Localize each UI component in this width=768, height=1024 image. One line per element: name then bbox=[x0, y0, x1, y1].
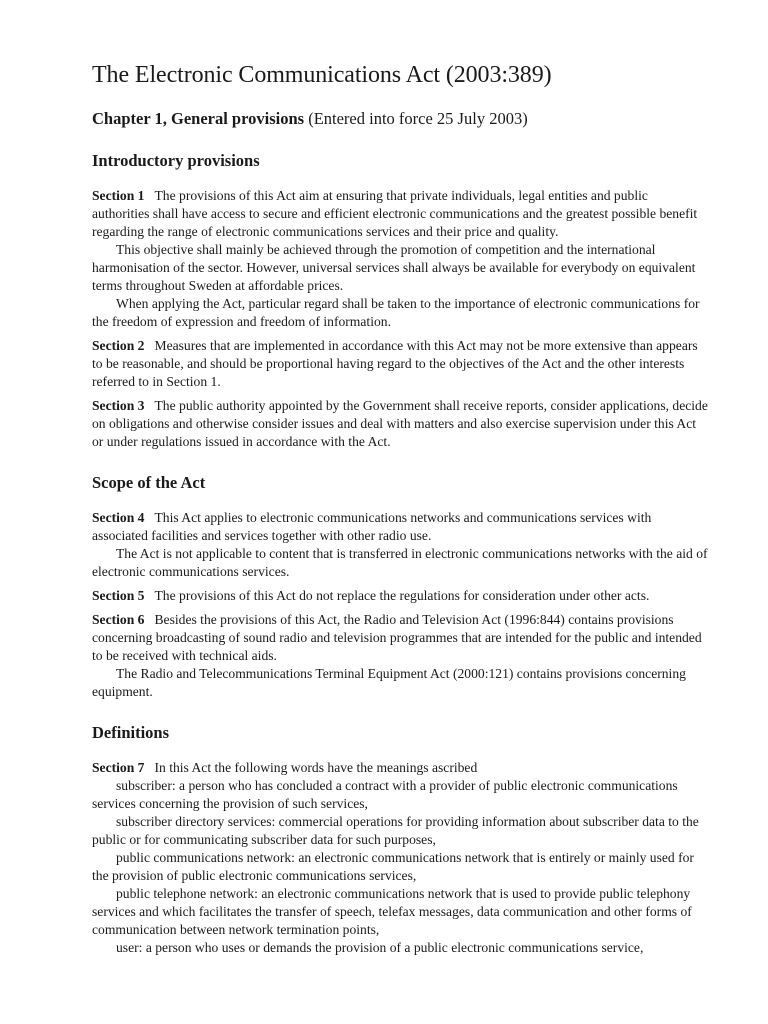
chapter-heading bbox=[92, 109, 708, 129]
section-paragraph: When applying the Act, particular regard shall be taken to the importance of electronic communications for the freedom of expression and freedom of information. bbox=[92, 296, 700, 329]
section-text: Besides the provisions of this Act, the Radio and Television Act (1996:844) contains provisions concerning broadcasting of sound radio and television programmes that are intended for the public and intended to be received with technical aids. bbox=[92, 612, 702, 663]
document-title: The Electronic Communications Act (2003:389) bbox=[92, 62, 552, 88]
section-text: The provisions of this Act do not replace the regulations for consideration under other acts. bbox=[154, 588, 650, 603]
section-3 bbox=[92, 397, 708, 451]
section-7 bbox=[92, 759, 708, 957]
chapter-label: Chapter 1, General provisions bbox=[92, 109, 305, 128]
section-label: Section 4 bbox=[92, 510, 145, 525]
heading-definitions: Definitions bbox=[92, 723, 170, 742]
section-paragraph: The Radio and Telecommunications Terminal Equipment Act (2000:121) contains provisions concerning equipment. bbox=[92, 666, 686, 699]
section-text: In this Act the following words have the meanings ascribed bbox=[154, 760, 478, 775]
section-text: The provisions of this Act aim at ensuring that private individuals, legal entities and public authorities shall have access to secure and efficient electronic communications and the greatest possible benefit regarding the range of electronic communications services and their price and quality. bbox=[92, 188, 698, 239]
definition-item: public telephone network: an electronic communications network that is used to provide public telephony services and which facilitates the transfer of speech, telefax messages, data communication and other forms of communication between network termination points, bbox=[92, 886, 692, 937]
heading-introductory-provisions: Introductory provisions bbox=[92, 151, 260, 170]
section-5 bbox=[92, 587, 708, 605]
heading-scope: Scope of the Act bbox=[92, 473, 206, 492]
section-text: The public authority appointed by the Government shall receive reports, consider applications, decide on obligations and otherwise consider issues and deal with matters and also exercise supervision under this Act or under regulations issued in accordance with the Act. bbox=[92, 398, 708, 449]
section-text: Measures that are implemented in accordance with this Act may not be more extensive than appears to be reasonable, and should be proportional having regard to the objectives of the Act and the other interests referred to in Section 1. bbox=[92, 338, 698, 389]
definition-item: user: a person who uses or demands the provision of a public electronic communications service, bbox=[116, 940, 644, 955]
section-label: Section 2 bbox=[92, 338, 145, 353]
section-label: Section 7 bbox=[92, 760, 145, 775]
section-label: Section 1 bbox=[92, 188, 145, 203]
section-1 bbox=[92, 187, 708, 331]
section-paragraph: This objective shall mainly be achieved through the promotion of competition and the international harmonisation of the sector. However, universal services shall always be available for everybody on equivalent terms throughout Sweden at affordable prices. bbox=[92, 242, 696, 293]
chapter-note: (Entered into force 25 July 2003) bbox=[308, 109, 528, 128]
section-2 bbox=[92, 337, 708, 391]
section-label: Section 3 bbox=[92, 398, 145, 413]
section-text: This Act applies to electronic communications networks and communications services with associated facilities and services together with other radio use. bbox=[92, 510, 652, 543]
section-label: Section 5 bbox=[92, 588, 145, 603]
definition-item: subscriber directory services: commercial operations for providing information about subscriber data to the public or for communicating subscriber data for such purposes, bbox=[92, 814, 699, 847]
section-label: Section 6 bbox=[92, 612, 145, 627]
section-paragraph: The Act is not applicable to content that is transferred in electronic communications networks with the aid of electronic communications services. bbox=[92, 546, 708, 579]
definition-item: subscriber: a person who has concluded a contract with a provider of public electronic communications services concerning the provision of such services, bbox=[92, 778, 678, 811]
definition-item: public communications network: an electronic communications network that is entirely or mainly used for the provision of public electronic communications services, bbox=[92, 850, 694, 883]
section-4 bbox=[92, 509, 708, 581]
section-6 bbox=[92, 611, 708, 701]
